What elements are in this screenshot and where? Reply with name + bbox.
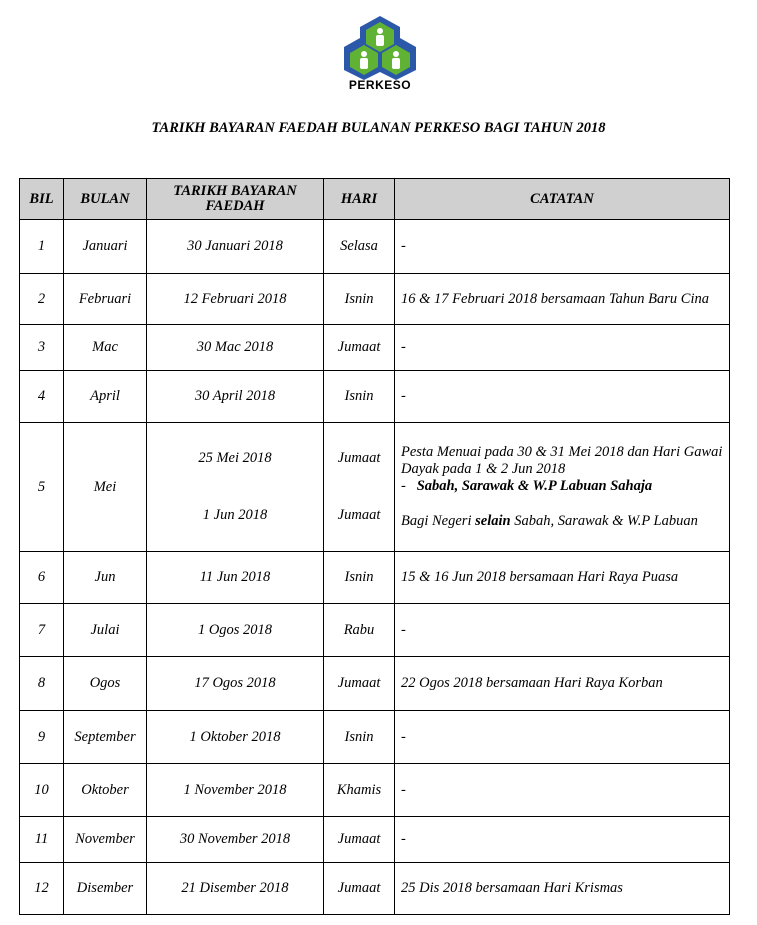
cell-bil: 7 bbox=[20, 604, 64, 657]
cell-tarikh-a: 25 Mei 2018 bbox=[198, 450, 272, 466]
cell-catatan: - bbox=[395, 764, 730, 817]
cell-catatan: 25 Dis 2018 bersamaan Hari Krismas bbox=[395, 863, 730, 915]
cell-bil: 2 bbox=[20, 274, 64, 325]
cell-bulan: Ogos bbox=[64, 657, 147, 711]
cell-hari-a: Jumaat bbox=[337, 450, 381, 466]
cell-tarikh: 21 Disember 2018 bbox=[147, 863, 324, 915]
cell-bil: 9 bbox=[20, 711, 64, 764]
table-row bbox=[20, 371, 730, 423]
cell-tarikh: 17 Ogos 2018 bbox=[147, 657, 324, 711]
cell-bil: 6 bbox=[20, 552, 64, 604]
cell-bil: 1 bbox=[20, 220, 64, 274]
cell-hari-b: Jumaat bbox=[337, 507, 381, 523]
cell-catatan: - bbox=[395, 711, 730, 764]
table-row bbox=[20, 325, 730, 371]
cell-catatan bbox=[395, 423, 730, 552]
cell-bulan: Disember bbox=[64, 863, 147, 915]
cell-bulan: April bbox=[64, 371, 147, 423]
cell-tarikh-b: 1 Jun 2018 bbox=[202, 507, 268, 523]
cell-catatan: - bbox=[395, 220, 730, 274]
cell-bil: 3 bbox=[20, 325, 64, 371]
cell-catatan: - bbox=[395, 817, 730, 863]
cell-hari: Jumaat bbox=[324, 325, 395, 371]
cell-bil: 8 bbox=[20, 657, 64, 711]
cell-catatan: 22 Ogos 2018 bersamaan Hari Raya Korban bbox=[395, 657, 730, 711]
cell-tarikh: 1 Oktober 2018 bbox=[147, 711, 324, 764]
catatan-mei-a: Pesta Menuai pada 30 & 31 Mei 2018 dan Hari Gawai Dayak pada 1 & 2 Jun 2018 bbox=[401, 444, 723, 477]
cell-bulan: Jun bbox=[64, 552, 147, 604]
table-row bbox=[20, 764, 730, 817]
table-row bbox=[20, 423, 730, 552]
header-tarikh-line2: FAEDAH bbox=[205, 198, 265, 214]
header-tarikh-line1: TARIKH BAYARAN bbox=[173, 183, 297, 199]
table-row bbox=[20, 863, 730, 915]
cell-bulan: November bbox=[64, 817, 147, 863]
header-hari: HARI bbox=[324, 179, 395, 220]
header-tarikh bbox=[147, 179, 324, 220]
table-row bbox=[20, 711, 730, 764]
cell-bil: 12 bbox=[20, 863, 64, 915]
catatan-selain: selain bbox=[475, 513, 511, 529]
table-row bbox=[20, 220, 730, 274]
table-row bbox=[20, 817, 730, 863]
payment-schedule-table bbox=[19, 178, 730, 915]
cell-bil: 5 bbox=[20, 423, 64, 552]
catatan-dash: - bbox=[401, 478, 406, 494]
cell-hari: Rabu bbox=[324, 604, 395, 657]
cell-catatan: 15 & 16 Jun 2018 bersamaan Hari Raya Puasa bbox=[395, 552, 730, 604]
cell-catatan: - bbox=[395, 325, 730, 371]
header-catatan: CATATAN bbox=[395, 179, 730, 220]
cell-bil: 4 bbox=[20, 371, 64, 423]
cell-tarikh: 30 November 2018 bbox=[147, 817, 324, 863]
cell-bulan: Oktober bbox=[64, 764, 147, 817]
cell-tarikh bbox=[147, 423, 324, 552]
cell-tarikh: 11 Jun 2018 bbox=[147, 552, 324, 604]
perkeso-logo-icon bbox=[340, 14, 420, 80]
table-row bbox=[20, 657, 730, 711]
cell-tarikh: 1 November 2018 bbox=[147, 764, 324, 817]
logo-text: PERKESO bbox=[348, 78, 412, 92]
cell-tarikh: 30 April 2018 bbox=[147, 371, 324, 423]
cell-bulan: Mac bbox=[64, 325, 147, 371]
cell-hari: Isnin bbox=[324, 711, 395, 764]
cell-catatan: 16 & 17 Februari 2018 bersamaan Tahun Baru Cina bbox=[395, 274, 730, 325]
cell-hari bbox=[324, 423, 395, 552]
cell-catatan: - bbox=[395, 371, 730, 423]
header-bulan: BULAN bbox=[64, 179, 147, 220]
cell-hari: Jumaat bbox=[324, 863, 395, 915]
cell-tarikh: 1 Ogos 2018 bbox=[147, 604, 324, 657]
cell-hari: Isnin bbox=[324, 274, 395, 325]
cell-tarikh: 12 Februari 2018 bbox=[147, 274, 324, 325]
table-header-row bbox=[20, 179, 730, 220]
table-row bbox=[20, 274, 730, 325]
table-row bbox=[20, 604, 730, 657]
header-bil: BIL bbox=[20, 179, 64, 220]
cell-catatan: - bbox=[395, 604, 730, 657]
cell-bulan: Julai bbox=[64, 604, 147, 657]
cell-bil: 11 bbox=[20, 817, 64, 863]
catatan-mei-b bbox=[401, 513, 723, 530]
catatan-bagi-negeri: Bagi Negeri bbox=[401, 513, 472, 529]
cell-hari: Jumaat bbox=[324, 817, 395, 863]
cell-bulan: Januari bbox=[64, 220, 147, 274]
cell-hari: Isnin bbox=[324, 371, 395, 423]
cell-bulan: Mei bbox=[64, 423, 147, 552]
page-title: TARIKH BAYARAN FAEDAH BULANAN PERKESO BAGI TAHUN 2018 bbox=[151, 120, 606, 136]
cell-bulan: Februari bbox=[64, 274, 147, 325]
cell-bulan: September bbox=[64, 711, 147, 764]
table-row bbox=[20, 552, 730, 604]
catatan-sabah-sarawak: Sabah, Sarawak & W.P Labuan bbox=[514, 513, 698, 529]
cell-hari: Khamis bbox=[324, 764, 395, 817]
cell-bil: 10 bbox=[20, 764, 64, 817]
cell-tarikh: 30 Mac 2018 bbox=[147, 325, 324, 371]
cell-hari: Selasa bbox=[324, 220, 395, 274]
cell-tarikh: 30 Januari 2018 bbox=[147, 220, 324, 274]
cell-hari: Jumaat bbox=[324, 657, 395, 711]
catatan-bold-sahaja: Sabah, Sarawak & W.P Labuan Sahaja bbox=[416, 478, 653, 494]
cell-hari: Isnin bbox=[324, 552, 395, 604]
catatan-mei-a-note bbox=[401, 478, 723, 495]
